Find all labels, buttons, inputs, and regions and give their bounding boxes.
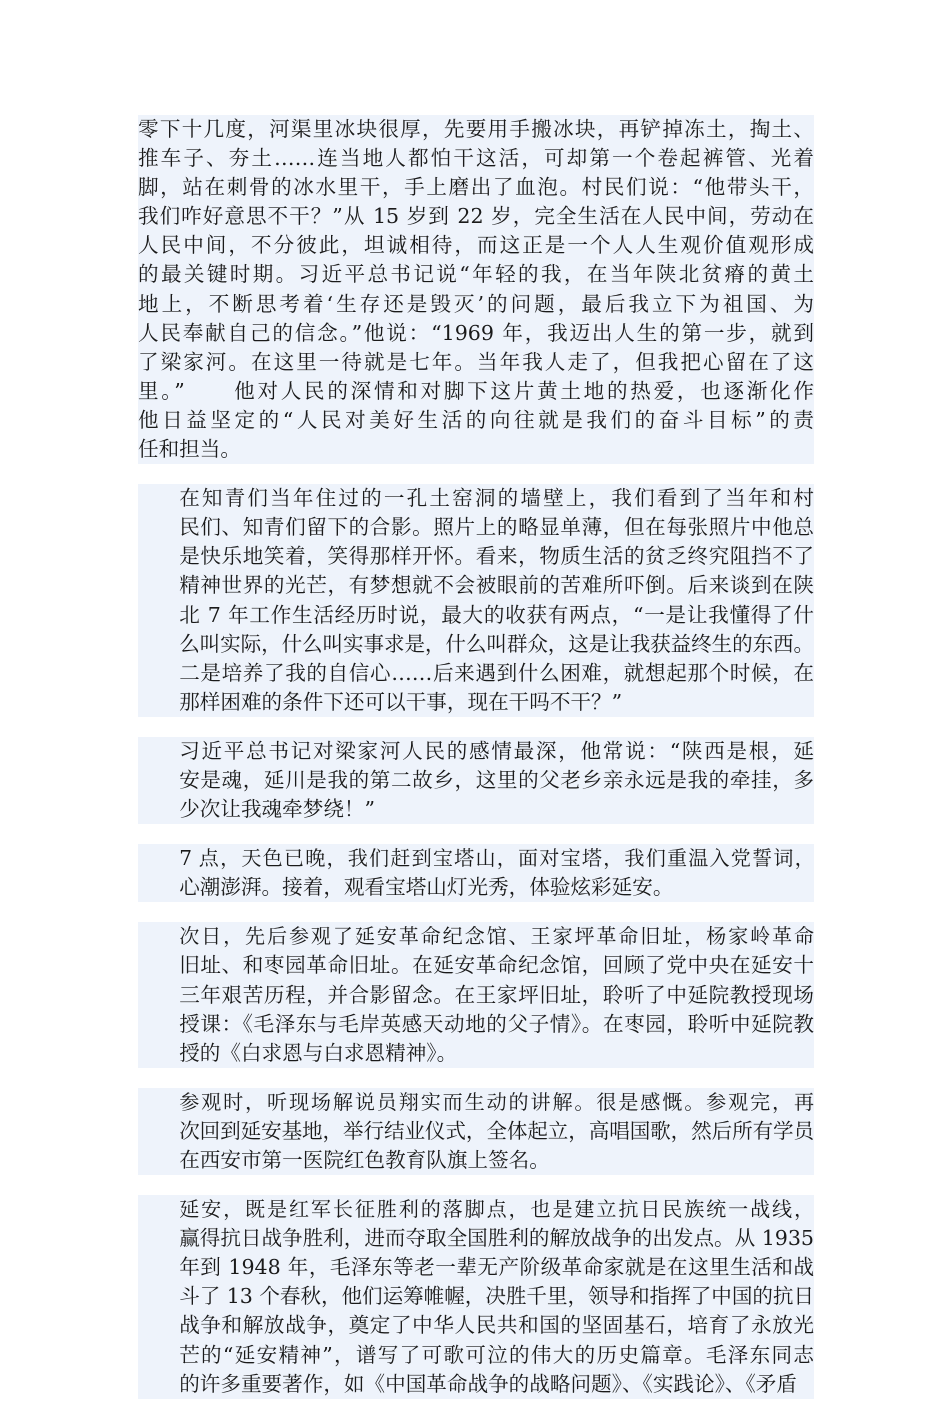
text-line: 二是培养了我的自信心……后来遇到什么困难，就想起那个时候，在 (138, 659, 814, 688)
text-line: 在西安市第一医院红色教育队旗上签名。 (138, 1146, 814, 1175)
text-line: 的最关键时期。习近平总书记说“年轻的我，在当年陕北贫瘠的黄土 (138, 260, 814, 289)
text-line: 人民奉献自己的信念。”他说：“1969 年，我迈出人生的第一步，就到 (138, 319, 814, 348)
text-line: 北 7 年工作生活经历时说，最大的收获有两点，“一是让我懂得了什 (138, 601, 814, 630)
paragraph (138, 844, 814, 902)
document-body (138, 115, 814, 1419)
text-line: 里。” 他对人民的深情和对脚下这片黄土地的热爱，也逐渐化作 (138, 377, 814, 406)
paragraph (138, 1195, 814, 1399)
text-line: 延安，既是红军长征胜利的落脚点，也是建立抗日民族统一战线， (138, 1195, 814, 1224)
text-line: 民们、知青们留下的合影。照片上的略显单薄，但在每张照片中他总 (138, 513, 814, 542)
text-line: 次回到延安基地，举行结业仪式，全体起立，高唱国歌，然后所有学员 (138, 1117, 814, 1146)
text-line: 在知青们当年住过的一孔土窑洞的墙壁上，我们看到了当年和村 (138, 484, 814, 513)
text-line: 安是魂，延川是我的第二故乡，这里的父老乡亲永远是我的牵挂，多 (138, 766, 814, 795)
text-line: 次日，先后参观了延安革命纪念馆、王家坪革命旧址，杨家岭革命 (138, 922, 814, 951)
text-line: 人民中间，不分彼此，坦诚相待，而这正是一个人人生观价值观形成 (138, 231, 814, 260)
text-line: 精神世界的光芒，有梦想就不会被眼前的苦难所吓倒。后来谈到在陕 (138, 571, 814, 600)
text-line: 少次让我魂牵梦绕！” (138, 795, 814, 824)
text-line: 脚，站在刺骨的冰水里干，手上磨出了血泡。村民们说：“他带头干， (138, 173, 814, 202)
text-line: 赢得抗日战争胜利，进而夺取全国胜利的解放战争的出发点。从 1935 (138, 1224, 814, 1253)
text-line: 是快乐地笑着，笑得那样开怀。看来，物质生活的贫乏终究阻挡不了 (138, 542, 814, 571)
text-line: 推车子、夯土……连当地人都怕干这活，可却第一个卷起裤管、光着 (138, 144, 814, 173)
text-line: 地上，不断思考着‘生存还是毁灭’的问题，最后我立下为祖国、为 (138, 290, 814, 319)
paragraph (138, 484, 814, 717)
text-line: 授的《白求恩与白求恩精神》。 (138, 1039, 814, 1068)
text-line: 授课：《毛泽东与毛岸英感天动地的父子情》。在枣园，聆听中延院教 (138, 1010, 814, 1039)
text-line: 战争和解放战争，奠定了中华人民共和国的坚固基石，培育了永放光 (138, 1311, 814, 1340)
text-line: 任和担当。 (138, 435, 814, 464)
paragraph (138, 922, 814, 1067)
text-line: 零下十几度，河渠里冰块很厚，先要用手搬冰块，再铲掉冻土，掏土、 (138, 115, 814, 144)
text-line: 他日益坚定的“人民对美好生活的向往就是我们的奋斗目标”的责 (138, 406, 814, 435)
text-line: 么叫实际，什么叫实事求是，什么叫群众，这是让我获益终生的东西。 (138, 630, 814, 659)
text-line: 7 点，天色已晚，我们赶到宝塔山，面对宝塔，我们重温入党誓词， (138, 844, 814, 873)
text-line: 斗了 13 个春秋，他们运筹帷幄，决胜千里，领导和指挥了中国的抗日 (138, 1282, 814, 1311)
text-line: 旧址、和枣园革命旧址。在延安革命纪念馆，回顾了党中央在延安十 (138, 951, 814, 980)
paragraph (138, 115, 814, 464)
text-line: 了梁家河。在这里一待就是七年。当年我人走了，但我把心留在了这 (138, 348, 814, 377)
text-line: 芒的“延安精神”，谱写了可歌可泣的伟大的历史篇章。毛泽东同志 (138, 1341, 814, 1370)
text-line: 的许多重要著作，如《中国革命战争的战略问题》、《实践论》、《矛盾 (138, 1370, 814, 1399)
text-line: 三年艰苦历程，并合影留念。在王家坪旧址，聆听了中延院教授现场 (138, 981, 814, 1010)
paragraph (138, 737, 814, 824)
text-line: 我们咋好意思不干？”从 15 岁到 22 岁，完全生活在人民中间，劳动在 (138, 202, 814, 231)
text-line: 参观时，听现场解说员翔实而生动的讲解。很是感慨。参观完，再 (138, 1088, 814, 1117)
text-line: 年到 1948 年，毛泽东等老一辈无产阶级革命家就是在这里生活和战 (138, 1253, 814, 1282)
paragraph (138, 1088, 814, 1175)
text-line: 心潮澎湃。接着，观看宝塔山灯光秀，体验炫彩延安。 (138, 873, 814, 902)
text-line: 那样困难的条件下还可以干事，现在干吗不干？” (138, 688, 814, 717)
text-line: 习近平总书记对梁家河人民的感情最深，他常说：“陕西是根，延 (138, 737, 814, 766)
